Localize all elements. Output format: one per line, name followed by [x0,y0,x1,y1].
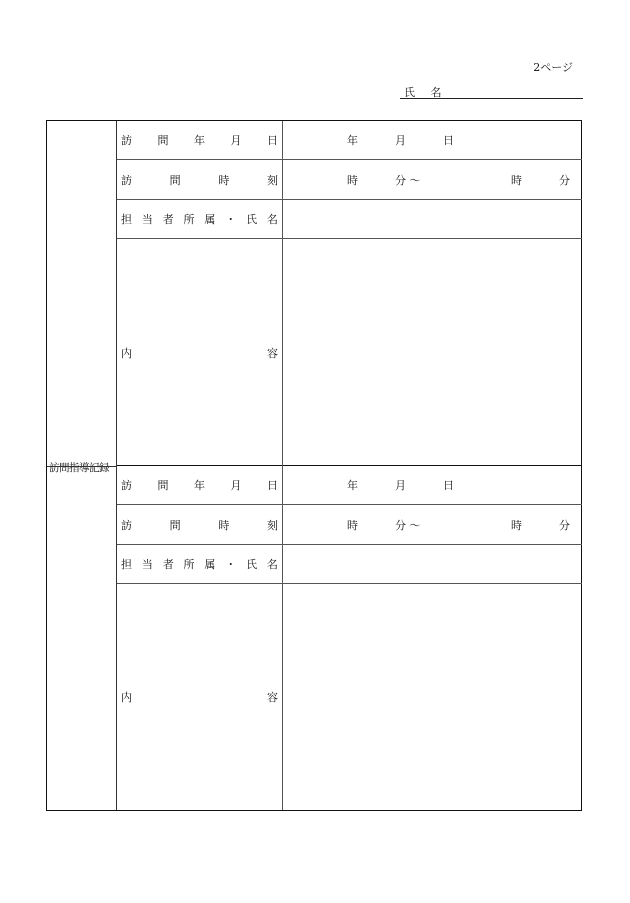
side-label: 訪問指導記録 [49,462,109,474]
name-field[interactable] [400,84,583,99]
visit-time-row [117,160,582,200]
visit-date-field[interactable]: 年 月 日 [347,479,454,492]
visit-date-row [117,121,582,160]
content-label: 内 容 [117,584,283,810]
visit-record-2 [117,466,582,810]
visit-date-row [117,466,582,505]
content-field[interactable] [283,239,582,466]
content-row [117,584,582,810]
staff-label: 担 当 者 所 属 ・ 氏 名 [117,200,283,238]
visit-time-field[interactable]: 時 分 〜 時 分 [347,173,570,187]
content-field[interactable] [283,584,582,810]
visit-date-label: 訪 問 年 月 日 [117,466,283,504]
visit-record-table [46,120,582,811]
visit-date-label: 訪 問 年 月 日 [117,121,283,159]
staff-row [117,545,582,584]
visit-date-field[interactable]: 年 月 日 [347,134,454,147]
page-number: 2ページ [533,61,573,74]
staff-field[interactable] [283,200,582,238]
record-divider [47,466,117,467]
staff-row [117,200,582,239]
staff-field[interactable] [283,545,582,583]
visit-record-1 [117,121,582,466]
visit-time-label: 訪 問 時 刻 [117,505,283,544]
name-label: 氏 名 [404,86,448,99]
content-row [117,239,582,466]
content-label: 内 容 [117,239,283,466]
visit-time-row [117,505,582,545]
visit-time-label: 訪 問 時 刻 [117,160,283,199]
staff-label: 担 当 者 所 属 ・ 氏 名 [117,545,283,583]
visit-time-field[interactable]: 時 分 〜 時 分 [347,518,570,532]
